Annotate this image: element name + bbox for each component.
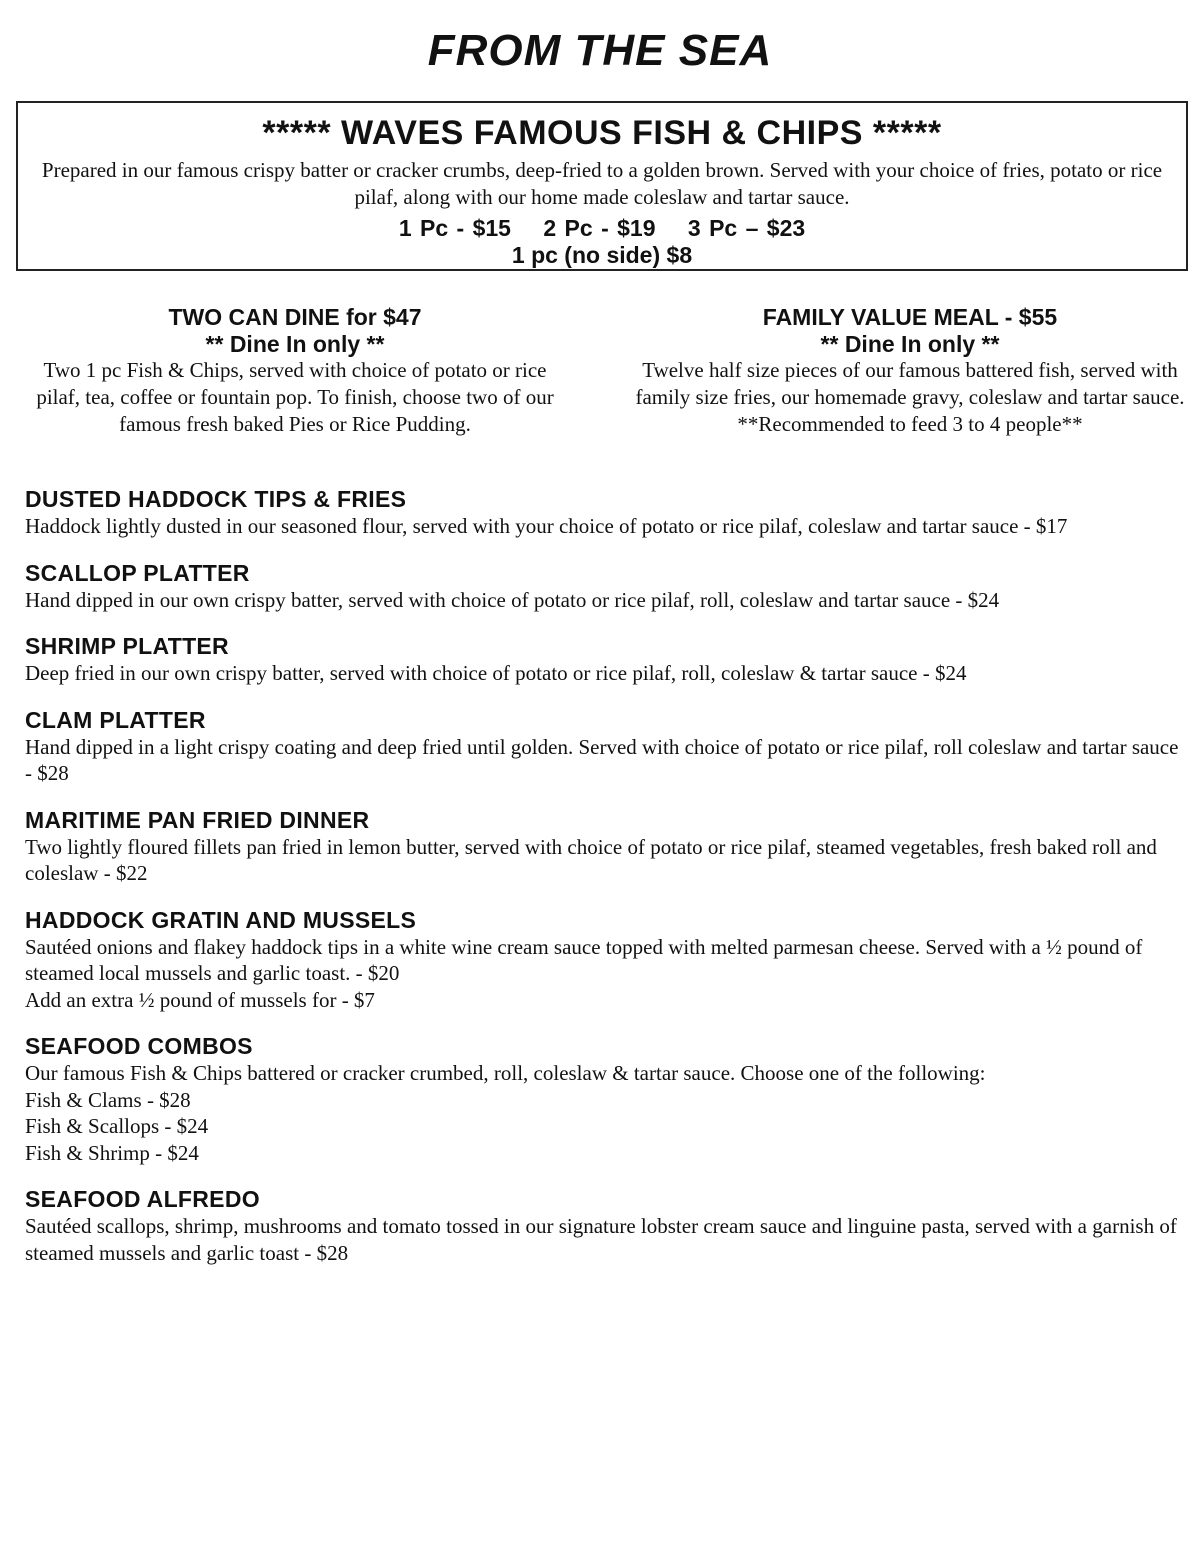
menu-item-description: Two lightly floured fillets pan fried in lemon butter, served with choice of potato or rice pilaf, steamed vegetables, fresh baked roll and coleslaw - $22 [25, 834, 1157, 885]
menu-item-name: SCALLOP PLATTER [25, 559, 250, 586]
special-family-value-meal [630, 303, 1190, 438]
menu-item-name: CLAM PLATTER [25, 706, 206, 733]
single-piece-price: 1 pc (no side) $8 [511, 242, 693, 268]
menu-item-description: Sautéed scallops, shrimp, mushrooms and tomato tossed in our signature lobster cream sauce and linguine pasta, served with a garnish of steamed mussels and garlic toast - $28 [25, 1214, 1177, 1265]
menu-item-name: SEAFOOD COMBOS [25, 1033, 253, 1059]
menu-item-option: Fish & Scallops - $24 [25, 1114, 209, 1138]
price-option: 3 Pc – $23 [687, 215, 806, 241]
menu-item-name: HADDOCK GRATIN AND MUSSELS [25, 906, 417, 933]
featured-item-title: ***** WAVES FAMOUS FISH & CHIPS ***** [262, 114, 942, 152]
menu-item [25, 1185, 1185, 1266]
menu-item [25, 559, 1185, 614]
menu-item [25, 1032, 1185, 1166]
menu-item-description: Hand dipped in our own crispy batter, served with choice of potato or rice pilaf, roll, coleslaw and tartar sauce - $24 [25, 587, 1000, 612]
menu-item-option: Fish & Shrimp - $24 [25, 1140, 199, 1165]
menu-item [25, 485, 1185, 540]
menu-items-list [25, 485, 1185, 1285]
menu-item-name: SEAFOOD ALFREDO [25, 1186, 260, 1212]
special-title: TWO CAN DINE for $47 [168, 304, 422, 330]
menu-item [25, 632, 1185, 687]
special-description: Two 1 pc Fish & Chips, served with choice of potato or rice pilaf, tea, coffee or fountain pop. To finish, choose two of our famous fresh baked Pies or Rice Pudding. [36, 358, 554, 436]
special-two-can-dine [20, 303, 570, 438]
special-note: **Recommended to feed 3 to 4 people** [737, 412, 1083, 436]
menu-item [25, 706, 1185, 787]
price-option: 1 Pc - $15 [398, 215, 511, 241]
page-title: FROM THE SEA [427, 26, 773, 75]
featured-item-description: Prepared in our famous crispy batter or cracker crumbs, deep-fried to a golden brown. Served with your choice of fries, potato or rice pilaf, along with our home made coleslaw and tartar sauce. [41, 158, 1163, 209]
menu-item-name: SHRIMP PLATTER [25, 633, 229, 659]
menu-item-description: Our famous Fish & Chips battered or cracker crumbed, roll, coleslaw & tartar sauce. Choose one of the following: [25, 1061, 986, 1085]
menu-item [25, 806, 1185, 887]
special-description: Twelve half size pieces of our famous battered fish, served with family size fries, our homemade gravy, coleslaw and tartar sauce. [635, 358, 1185, 409]
special-subtitle: ** Dine In only ** [820, 331, 1000, 357]
price-option: 2 Pc - $19 [543, 215, 656, 241]
menu-item-name: MARITIME PAN FRIED DINNER [25, 806, 370, 833]
menu-item-description: Haddock lightly dusted in our seasoned flour, served with your choice of potato or rice pilaf, coleslaw and tartar sauce - $17 [25, 514, 1068, 538]
menu-item-option: Fish & Clams - $28 [25, 1087, 191, 1112]
menu-item-description: Sautéed onions and flakey haddock tips in a white wine cream sauce topped with melted parmesan cheese. Served with a ½ pound of steamed local mussels and garlic toast. - $20 [25, 934, 1143, 985]
menu-item-option: Add an extra ½ pound of mussels for - $7 [25, 987, 375, 1012]
special-subtitle: ** Dine In only ** [205, 331, 385, 357]
featured-item-prices [18, 215, 1186, 242]
menu-item [25, 906, 1185, 1014]
featured-item-box [16, 101, 1188, 271]
menu-item-description: Deep fried in our own crispy batter, served with choice of potato or rice pilaf, roll, coleslaw & tartar sauce - $24 [25, 661, 967, 685]
menu-item-description: Hand dipped in a light crispy coating and deep fried until golden. Served with choice of potato or rice pilaf, roll coleslaw and tartar sauce - $28 [25, 734, 1179, 785]
menu-item-name: DUSTED HADDOCK TIPS & FRIES [25, 486, 407, 512]
special-title: FAMILY VALUE MEAL - $55 [762, 304, 1058, 330]
